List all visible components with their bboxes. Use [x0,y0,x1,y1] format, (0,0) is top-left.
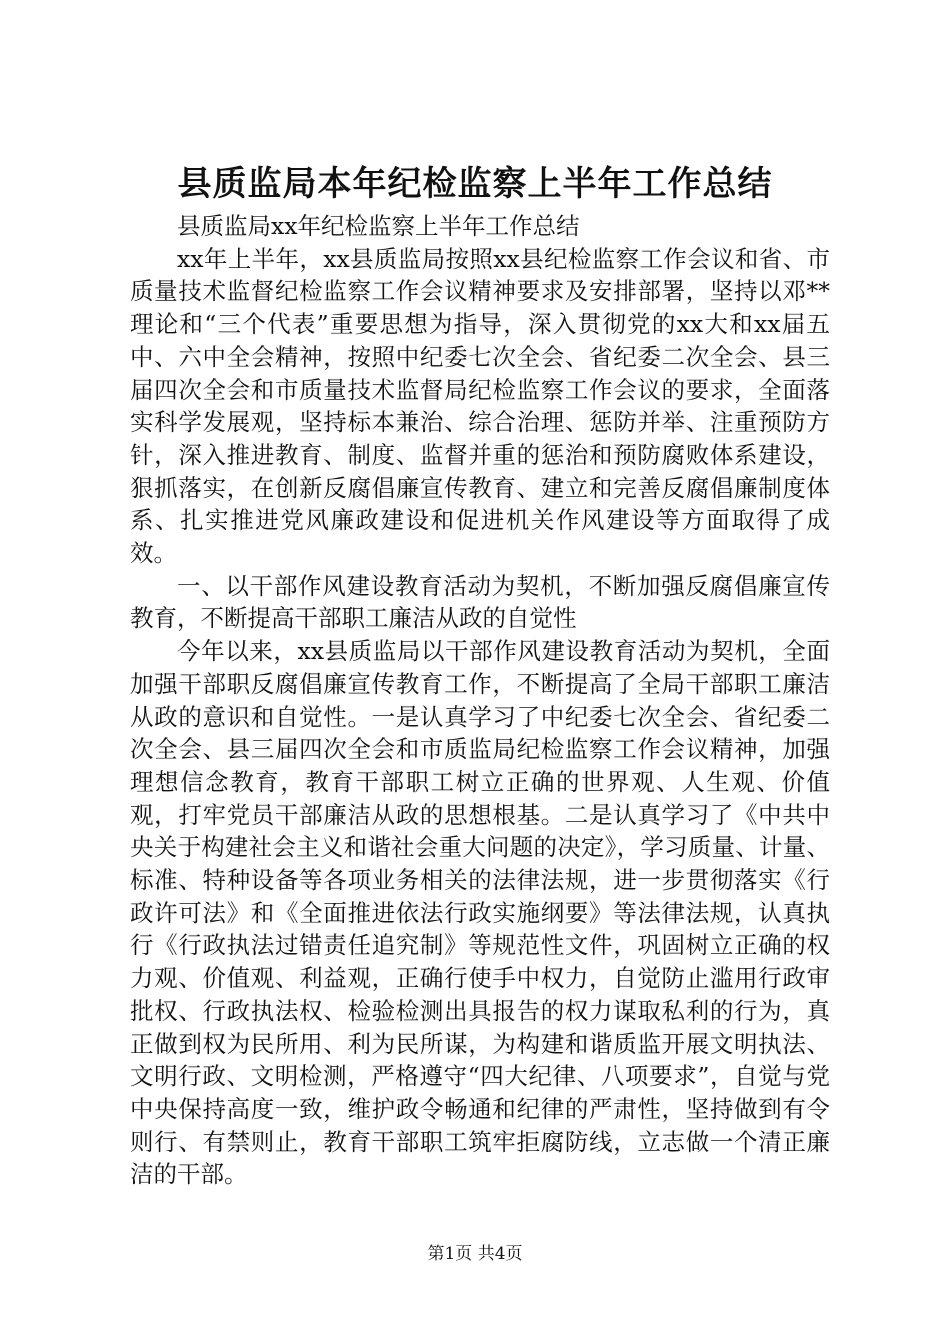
subtitle-paragraph: 县质监局xx年纪检监察上半年工作总结 [177,212,580,240]
section-heading-1: 一、以干部作风建设教育活动为契机，不断加强反腐倡廉宣传教育，不断提高干部职工廉洁从政的自觉性 [130,571,830,633]
intro-paragraph: xx年上半年，xx县质监局按照xx县纪检监察工作会议和省、市质量技术监督纪检监察工作会议精神要求及安排部署，坚持以邓**理论和“三个代表”重要思想为指导，深入贯彻党的xx大和xx届五中、六中全会精神，按照中纪委七次全会、省纪委二次全会、县三届四次全会和市质量技术监督局纪检监察工作会议的要求，全面落实科学发展观，坚持标本兼治、综合治理、惩防并举、注重预防方针，深入推进教育、制度、监督并重的惩治和预防腐败体系建设，狠抓落实，在创新反腐倡廉宣传教育、建立和完善反腐倡廉制度体系、扎实推进党风廉政建设和促进机关作风建设等方面取得了成效。 [130,244,830,568]
document-title: 县质监局本年纪检监察上半年工作总结 [177,164,773,204]
section-1-paragraph: 今年以来，xx县质监局以干部作风建设教育活动为契机，全面加强干部职反腐倡廉宣传教育工作，不断提高了全局干部职工廉洁从政的意识和自觉性。一是认真学习了中纪委七次全会、省纪委二次全会、县三届四次全会和市质监局纪检监察工作会议精神，加强理想信念教育，教育干部职工树立正确的世界观、人生观、价值观，打牢党员干部廉洁从政的思想根基。二是认真学习了《中共中央关于构建社会主义和谐社会重大问题的决定》，学习质量、计量、标准、特种设备等各项业务相关的法律法规，进一步贯彻落实《行政许可法》和《全面推进依法行政实施纲要》等法律法规，认真执行《行政执法过错责任追究制》等规范性文件，巩固树立正确的权力观、价值观、利益观，正确行使手中权力，自觉防止滥用行政审批权、行政执法权、检验检测出具报告的权力谋取私利的行为，真正做到权为民所用、利为民所谋，为构建和谐质监开展文明执法、文明行政、文明检测，严格遵守“四大纪律、八项要求”，自觉与党中央保持高度一致，维护政令畅通和纪律的严肃性，坚持做到有令则行、有禁则止，教育干部职工筑牢拒腐防线，立志做一个清正廉洁的干部。 [130,637,830,1189]
document-body [130,210,830,1191]
page-number-footer: 第1页 共4页 [427,1244,523,1264]
